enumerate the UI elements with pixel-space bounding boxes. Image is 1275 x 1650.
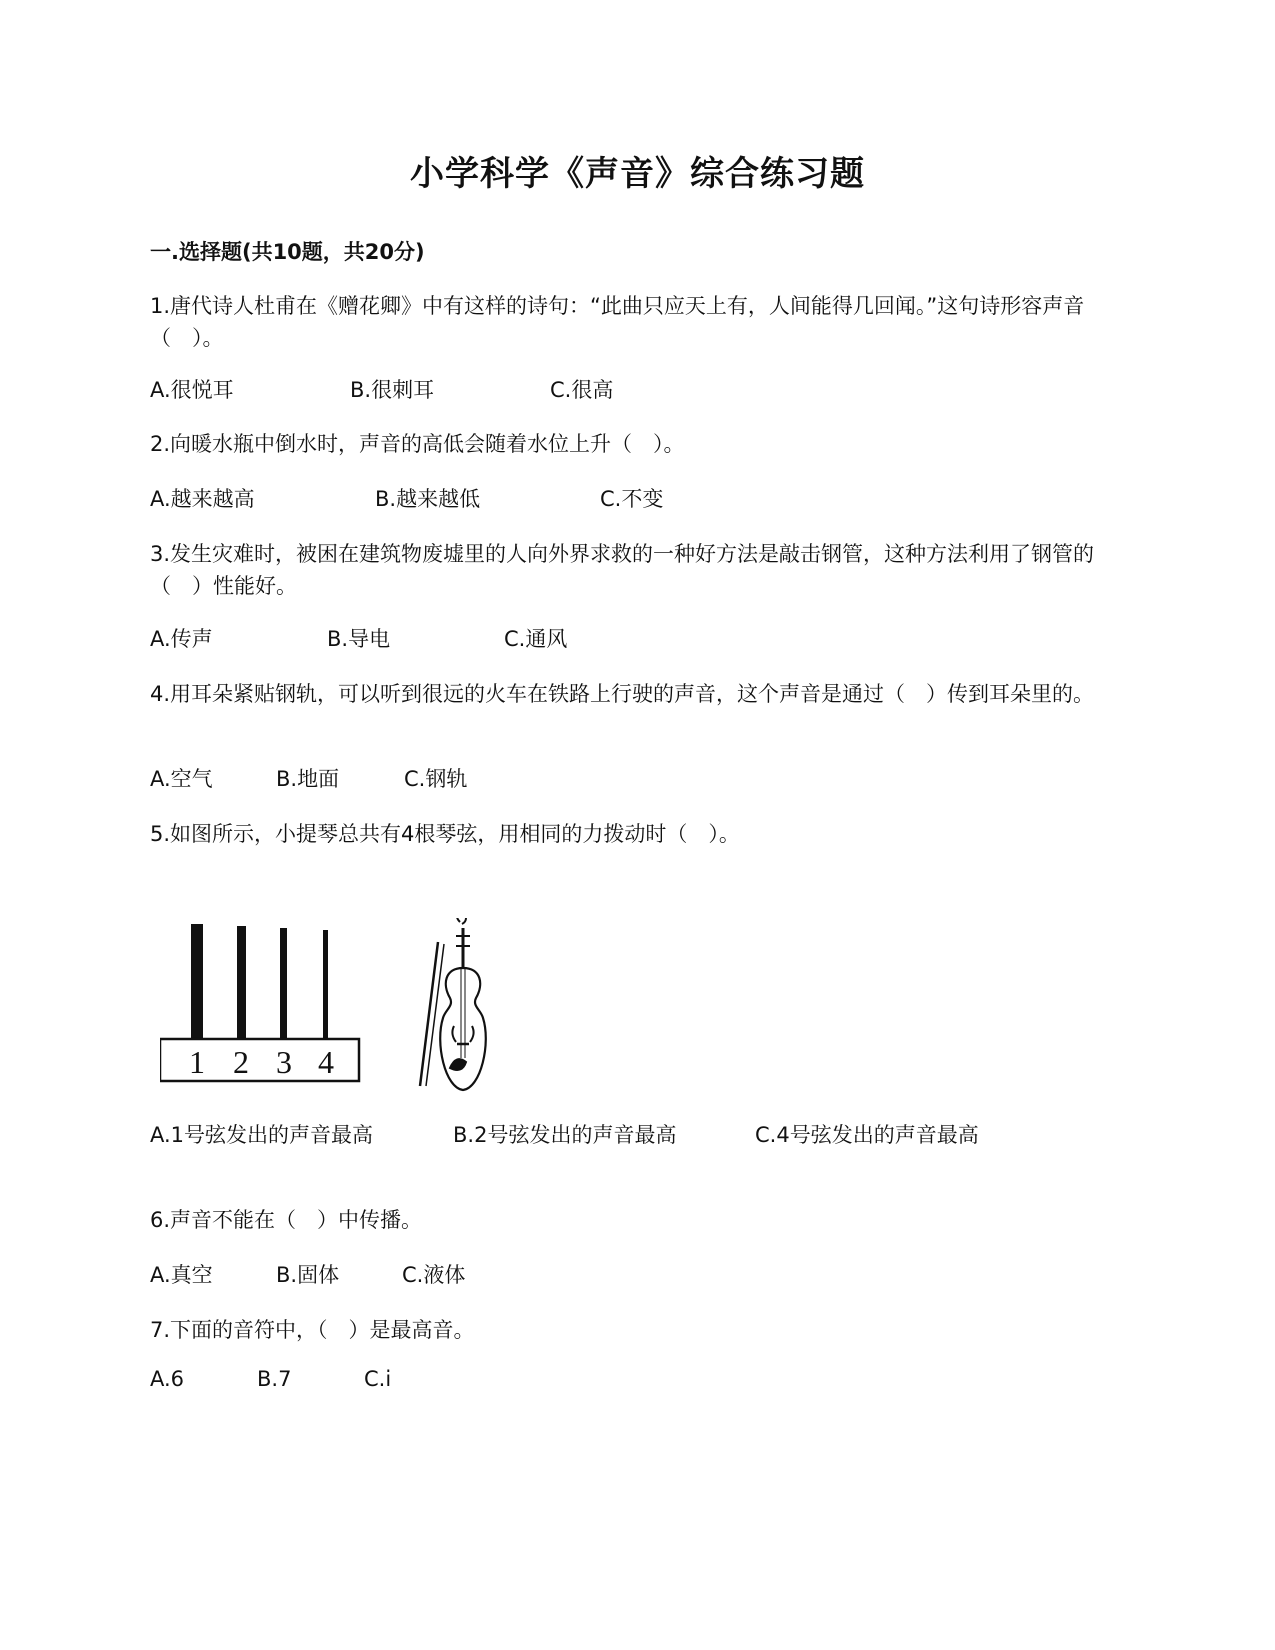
- question-5: 5.如图所示，小提琴总共有4根琴弦，用相同的力拨动时（ ）。: [150, 822, 740, 846]
- string-1: [191, 924, 203, 1039]
- violin-icon: [420, 918, 486, 1090]
- question-2: 2.向暖水瓶中倒水时，声音的高低会随着水位上升（ ）。: [150, 432, 685, 456]
- string-label-2: 2: [233, 1044, 249, 1080]
- strings-and-violin-illustration: [160, 918, 540, 1118]
- question-7: 7.下面的音符中，（ ）是最高音。: [150, 1318, 475, 1342]
- section-heading: 一.选择题(共10题，共20分): [150, 240, 425, 264]
- option-c[interactable]: C.不变: [600, 487, 664, 511]
- question-3: 3.发生灾难时，被困在建筑物废墟里的人向外界求救的一种好方法是敲击钢管，这种方法利用了钢管的（ ）性能好。: [150, 542, 1095, 598]
- option-a[interactable]: A.传声: [150, 627, 213, 651]
- option-c[interactable]: C.i: [364, 1367, 392, 1391]
- page-title: 小学科学《声音》综合练习题: [410, 154, 865, 194]
- question-1: 1.唐代诗人杜甫在《赠花卿》中有这样的诗句：“此曲只应天上有，人间能得几回闻。”这句诗形容声音（ ）。: [150, 294, 1085, 350]
- option-c[interactable]: C.4号弦发出的声音最高: [755, 1123, 979, 1147]
- option-c[interactable]: C.钢轨: [404, 767, 468, 791]
- option-c[interactable]: C.液体: [402, 1263, 466, 1287]
- option-a[interactable]: A.空气: [150, 767, 213, 791]
- question-4: 4.用耳朵紧贴钢轨，可以听到很远的火车在铁路上行驶的声音，这个声音是通过（ ）传到耳朵里的。: [150, 682, 1095, 706]
- option-b[interactable]: B.固体: [276, 1263, 340, 1287]
- string-label-4: 4: [318, 1044, 334, 1080]
- option-a[interactable]: A.1号弦发出的声音最高: [150, 1123, 374, 1147]
- option-c[interactable]: C.通风: [504, 627, 568, 651]
- string-2: [237, 926, 246, 1039]
- string-4: [323, 930, 328, 1039]
- option-b[interactable]: B.地面: [276, 767, 340, 791]
- question-5-figure: [160, 918, 540, 1118]
- option-a[interactable]: A.越来越高: [150, 487, 255, 511]
- option-a[interactable]: A.6: [150, 1367, 185, 1391]
- question-6: 6.声音不能在（ ）中传播。: [150, 1208, 423, 1232]
- option-b[interactable]: B.导电: [327, 627, 391, 651]
- string-label-3: 3: [276, 1044, 292, 1080]
- option-c[interactable]: C.很高: [550, 378, 614, 402]
- string-3: [280, 928, 287, 1039]
- option-b[interactable]: B.7: [257, 1367, 292, 1391]
- option-a[interactable]: A.真空: [150, 1263, 213, 1287]
- option-b[interactable]: B.很刺耳: [350, 378, 435, 402]
- option-b[interactable]: B.越来越低: [375, 487, 481, 511]
- string-label-1: 1: [189, 1044, 205, 1080]
- option-b[interactable]: B.2号弦发出的声音最高: [453, 1123, 677, 1147]
- option-a[interactable]: A.很悦耳: [150, 378, 234, 402]
